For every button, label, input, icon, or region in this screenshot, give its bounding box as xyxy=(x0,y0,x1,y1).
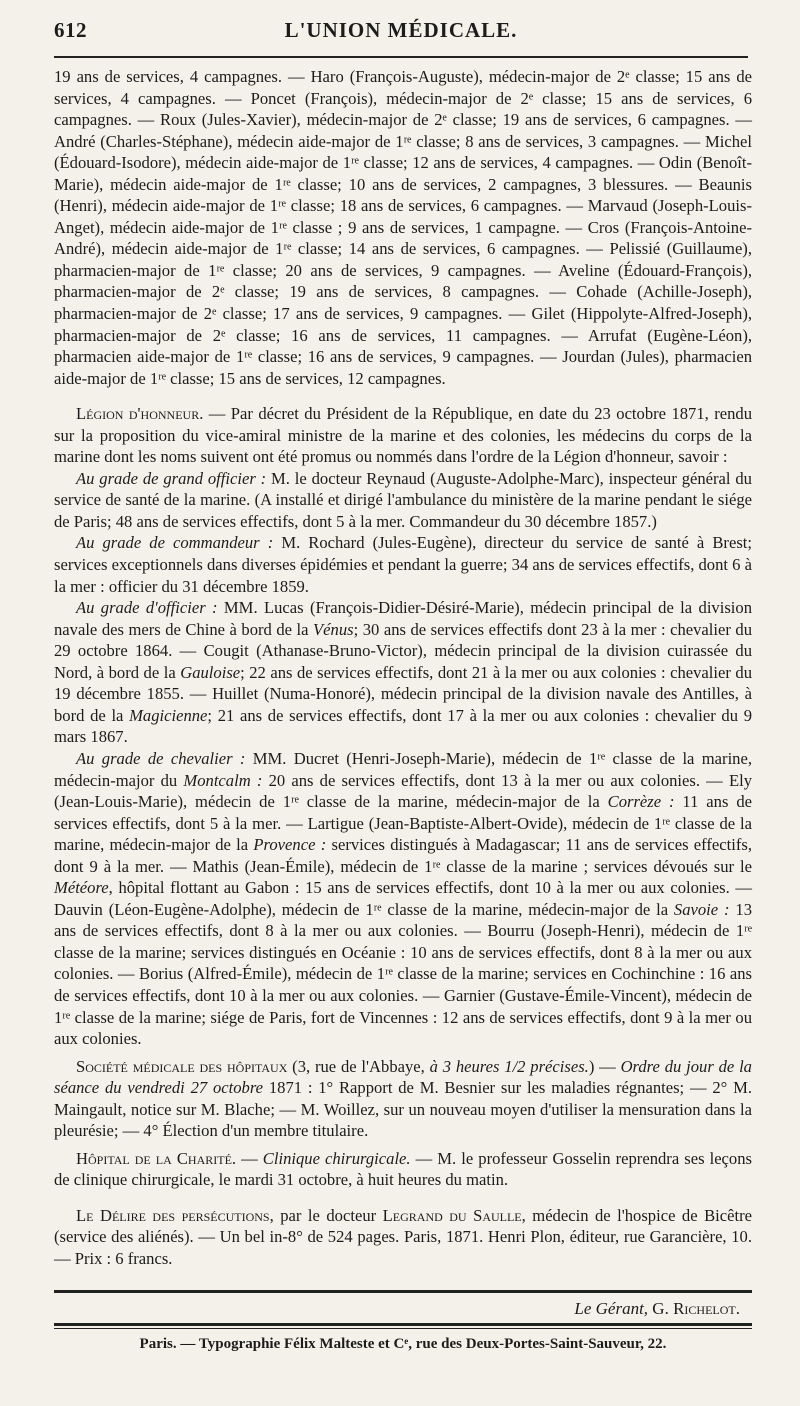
paragraph-text: MM. Ducret (Henri-Joseph-Marie), médecin de 1ʳᵉ classe de la marine, médecin-major du xyxy=(54,748,752,790)
paragraph-text: 11 ans de services effectifs, dont 5 à la mer. — Lartigue (Jean-Baptiste-Albert-Ovide), médecin de 1ʳᵉ classe de la marine, médecin-major de la xyxy=(54,792,752,855)
hopital-charite-paragraph xyxy=(54,1148,752,1191)
ship-name: Magicienne xyxy=(129,705,208,725)
grade-heading: Au grade d'officier : xyxy=(76,598,218,618)
ship-name: Provence : xyxy=(253,835,327,855)
agenda-heading: Ordre du jour de la séance du vendredi 27 octobre xyxy=(54,1056,752,1098)
paragraph-text: services distingués à Madagascar; 11 ans de services effectifs, dont 9 à la mer. — Mathis (Jean-Émile), médecin de 1ʳᵉ classe de la marine ; services dévoués sur le xyxy=(54,835,752,876)
grade-heading: Au grade de grand officier : xyxy=(76,468,267,488)
book-notice-paragraph xyxy=(54,1205,752,1270)
page-number: 612 xyxy=(54,18,87,42)
book-title: Le Délire des persécutions, xyxy=(76,1205,274,1225)
closing-rule xyxy=(54,1290,752,1293)
article-body xyxy=(54,66,752,1270)
ship-name: Gauloise xyxy=(180,662,241,682)
ship-name: Vénus xyxy=(313,619,354,639)
paragraph-text: 20 ans de services effectifs, dont 13 à la mer ou aux colonies. — Ely (Jean-Louis-Marie), médecin de 1ʳᵉ classe de la marine, médecin-major de la xyxy=(54,770,752,812)
paragraph-text: par le docteur xyxy=(273,1205,383,1225)
paragraph-text: — M. le professeur Gosselin reprendra ses leçons de clinique chirurgicale, le mardi 31 octobre, à huit heures du matin. xyxy=(54,1148,752,1190)
imprint-rule-top xyxy=(54,1323,752,1326)
book-author: Legrand du Saulle, xyxy=(382,1205,526,1225)
paragraph-text: M. Rochard (Jules-Eugène), directeur du service de santé à Brest; services exceptionnels dans diverses épidémies et pendant la guerre; 34 ans de services effectifs, dont 6 à la mer : officier du 31 décembre 1859. xyxy=(54,533,752,596)
section-heading: Société médicale des hôpitaux xyxy=(76,1056,288,1076)
paragraph-text: , hôpital flottant au Gabon : 15 ans de services effectifs, dont 10 à la mer ou aux colonies. — Dauvin (Léon-Eugène-Adolphe), médecin de 1ʳᵉ classe de la marine, médecin-major de la xyxy=(54,878,752,919)
section-heading: Légion d'honneur. xyxy=(76,404,204,424)
clinic-name: Clinique chirurgicale. xyxy=(262,1148,411,1168)
meeting-time: à 3 heures 1/2 précises. xyxy=(429,1056,589,1076)
legion-honneur-paragraph xyxy=(54,403,752,468)
paragraph-text: — xyxy=(236,1148,263,1168)
ship-name: Montcalm : xyxy=(183,770,263,790)
printer-imprint: Paris. — Typographie Félix Malteste et Cᵉ, rue des Deux-Portes-Saint-Sauveur, 22. xyxy=(139,1336,667,1352)
header-rule xyxy=(54,56,748,58)
ship-name: Météore xyxy=(54,878,109,898)
paragraph-text: 1871 : 1° Rapport de M. Besnier sur les maladies régnantes; — 2° M. Maingault, notice sur M. Blache; — M. Woillez, sur un nouveau moyen d'utiliser la mensuration dans la pleurésie; — 4° Élection d'un membre titulaire. xyxy=(54,1078,752,1141)
grade-heading: Au grade de chevalier : xyxy=(76,748,246,768)
paragraph-text: ; 30 ans de services effectifs dont 23 à la mer : chevalier du 29 octobre 1864. — Cougit (Athanase-Bruno-Victor), médecin principal de la division cuirassée du Nord, à bord de la xyxy=(54,619,752,682)
chevalier-paragraph xyxy=(54,748,752,1050)
societe-medicale-paragraph xyxy=(54,1056,752,1142)
paragraph-text: ; 22 ans de services effectifs, dont 21 à la mer ou aux colonies : chevalier du 19 décembre 1855. — Huillet (Numa-Honoré), médecin principal de la division navale des Antilles, à bord de la xyxy=(54,662,752,725)
paragraph-text: MM. Lucas (François-Didier-Désiré-Marie), médecin principal de la division navale des mers de Chine à bord de la xyxy=(54,598,752,639)
promotion-list-paragraph: 19 ans de services, 4 campagnes. — Haro (François-Auguste), médecin-major de 2ᵉ classe; 15 ans de services, 4 campagnes. — Poncet (François), médecin-major de 2ᵉ classe; 15 ans de services, 6 campagnes. — Roux (Jules-Xavier), médecin-major de 2ᵉ classe; 19 ans de services, 6 campagnes. — André (Charles-Stéphane), médecin aide-major de 1ʳᵉ classe; 8 ans de services, 3 campagnes. — Michel (Édouard-Isodore), médecin aide-major de 1ʳᵉ classe; 12 ans de services, 4 campagnes. — Odin (Benoît-Marie), médecin aide-major de 1ʳᵉ classe; 10 ans de services, 2 campagnes, 3 blessures. — Beaunis (Henri), médecin aide-major de 1ʳᵉ classe; 18 ans de services, 6 campagnes. — Marvaud (Joseph-Louis-Anget), médecin aide-major de 1ʳᵉ classe ; 9 ans de services, 1 campagne. — Cros (François-Antoine-André), médecin aide-major de 1ʳᵉ classe; 14 ans de services, 6 campagnes. — Pelissié (Guillaume), pharmacien-major de 1ʳᵉ classe; 20 ans de services, 9 campagnes. — Aveline (Édouard-François), pharmacien-major de 2ᵉ classe; 19 ans de services, 8 campagnes. — Cohade (Achille-Joseph), pharmacien-major de 2ᵉ classe; 17 ans de services, 9 campagnes. — Gilet (Hippolyte-Alfred-Joseph), pharmacien-major de 2ᵉ classe; 16 ans de services, 11 campagnes. — Arrufat (Eugène-Léon), pharmacien aide-major de 1ʳᵉ classe; 16 ans de services, 9 campagnes. — Jourdan (Jules), pharmacien aide-major de 1ʳᵉ classe; 15 ans de services, 12 campagnes. xyxy=(54,67,752,388)
imprint-rule-bottom xyxy=(54,1328,752,1329)
commandeur-paragraph xyxy=(54,532,752,597)
paragraph-text: 13 ans de services effectifs, dont 8 à la mer ou aux colonies. — Bourru (Joseph-Henri), médecin de 1ʳᵉ classe de la marine; services distingués en Océanie : 10 ans de services effectifs, dont 8 à la mer ou aux colonies. — Borius (Alfred-Émile), médecin de 1ʳᵉ classe de la marine; services en Cochinchine : 16 ans de services effectifs, dont 10 à la mer ou aux colonies. — Garnier (Gustave-Émile-Vincent), médecin de 1ʳᵉ classe de la marine; siége de Paris, fort de Vincennes : 12 ans de services effectifs, dont 9 à la mer ou aux colonies. xyxy=(54,899,752,1049)
signature-label: Le Gérant, xyxy=(574,1299,649,1318)
running-header xyxy=(54,18,748,48)
paragraph-text: ; 21 ans de services effectifs, dont 17 à la mer ou aux colonies : chevalier du 9 mars 1867. xyxy=(54,705,752,747)
paragraph-text: ) — xyxy=(588,1056,621,1076)
paragraph-text: médecin de l'hospice de Bicêtre (service des aliénés). — Un bel in-8° de 524 pages. Paris, 1871. Henri Plon, éditeur, rue Garancière, 10. — Prix : 6 francs. xyxy=(54,1205,752,1268)
ship-name: Savoie : xyxy=(673,899,730,919)
signature-name: G. Richelot. xyxy=(652,1299,740,1318)
paragraph-text: (3, rue de l'Abbaye, xyxy=(287,1056,430,1076)
journal-title: L'UNION MÉDICALE. xyxy=(284,18,518,42)
paragraph-text: M. le docteur Reynaud (Auguste-Adolphe-Marc), inspecteur général du service de santé de la marine. (A installé et dirigé l'ambulance du ministère de la marine pendant le siége de Paris; 48 ans de services effectifs, dont 5 à la mer. Commandeur du 30 décembre 1857.) xyxy=(54,468,752,531)
paragraph-text: — Par décret du Président de la République, en date du 23 octobre 1871, rendu sur la proposition du vice-amiral ministre de la marine et des colonies, les médecins du corps de la marine dont les noms suivent ont été promus ou nommés dans l'ordre de la Légion d'honneur, savoir : xyxy=(54,404,753,467)
ship-name: Corrèze : xyxy=(607,792,675,812)
grand-officier-paragraph xyxy=(54,468,752,533)
grade-heading: Au grade de commandeur : xyxy=(76,533,274,553)
officier-paragraph xyxy=(54,597,752,748)
signature xyxy=(574,1299,740,1319)
section-heading: Hôpital de la Charité. xyxy=(76,1148,237,1168)
